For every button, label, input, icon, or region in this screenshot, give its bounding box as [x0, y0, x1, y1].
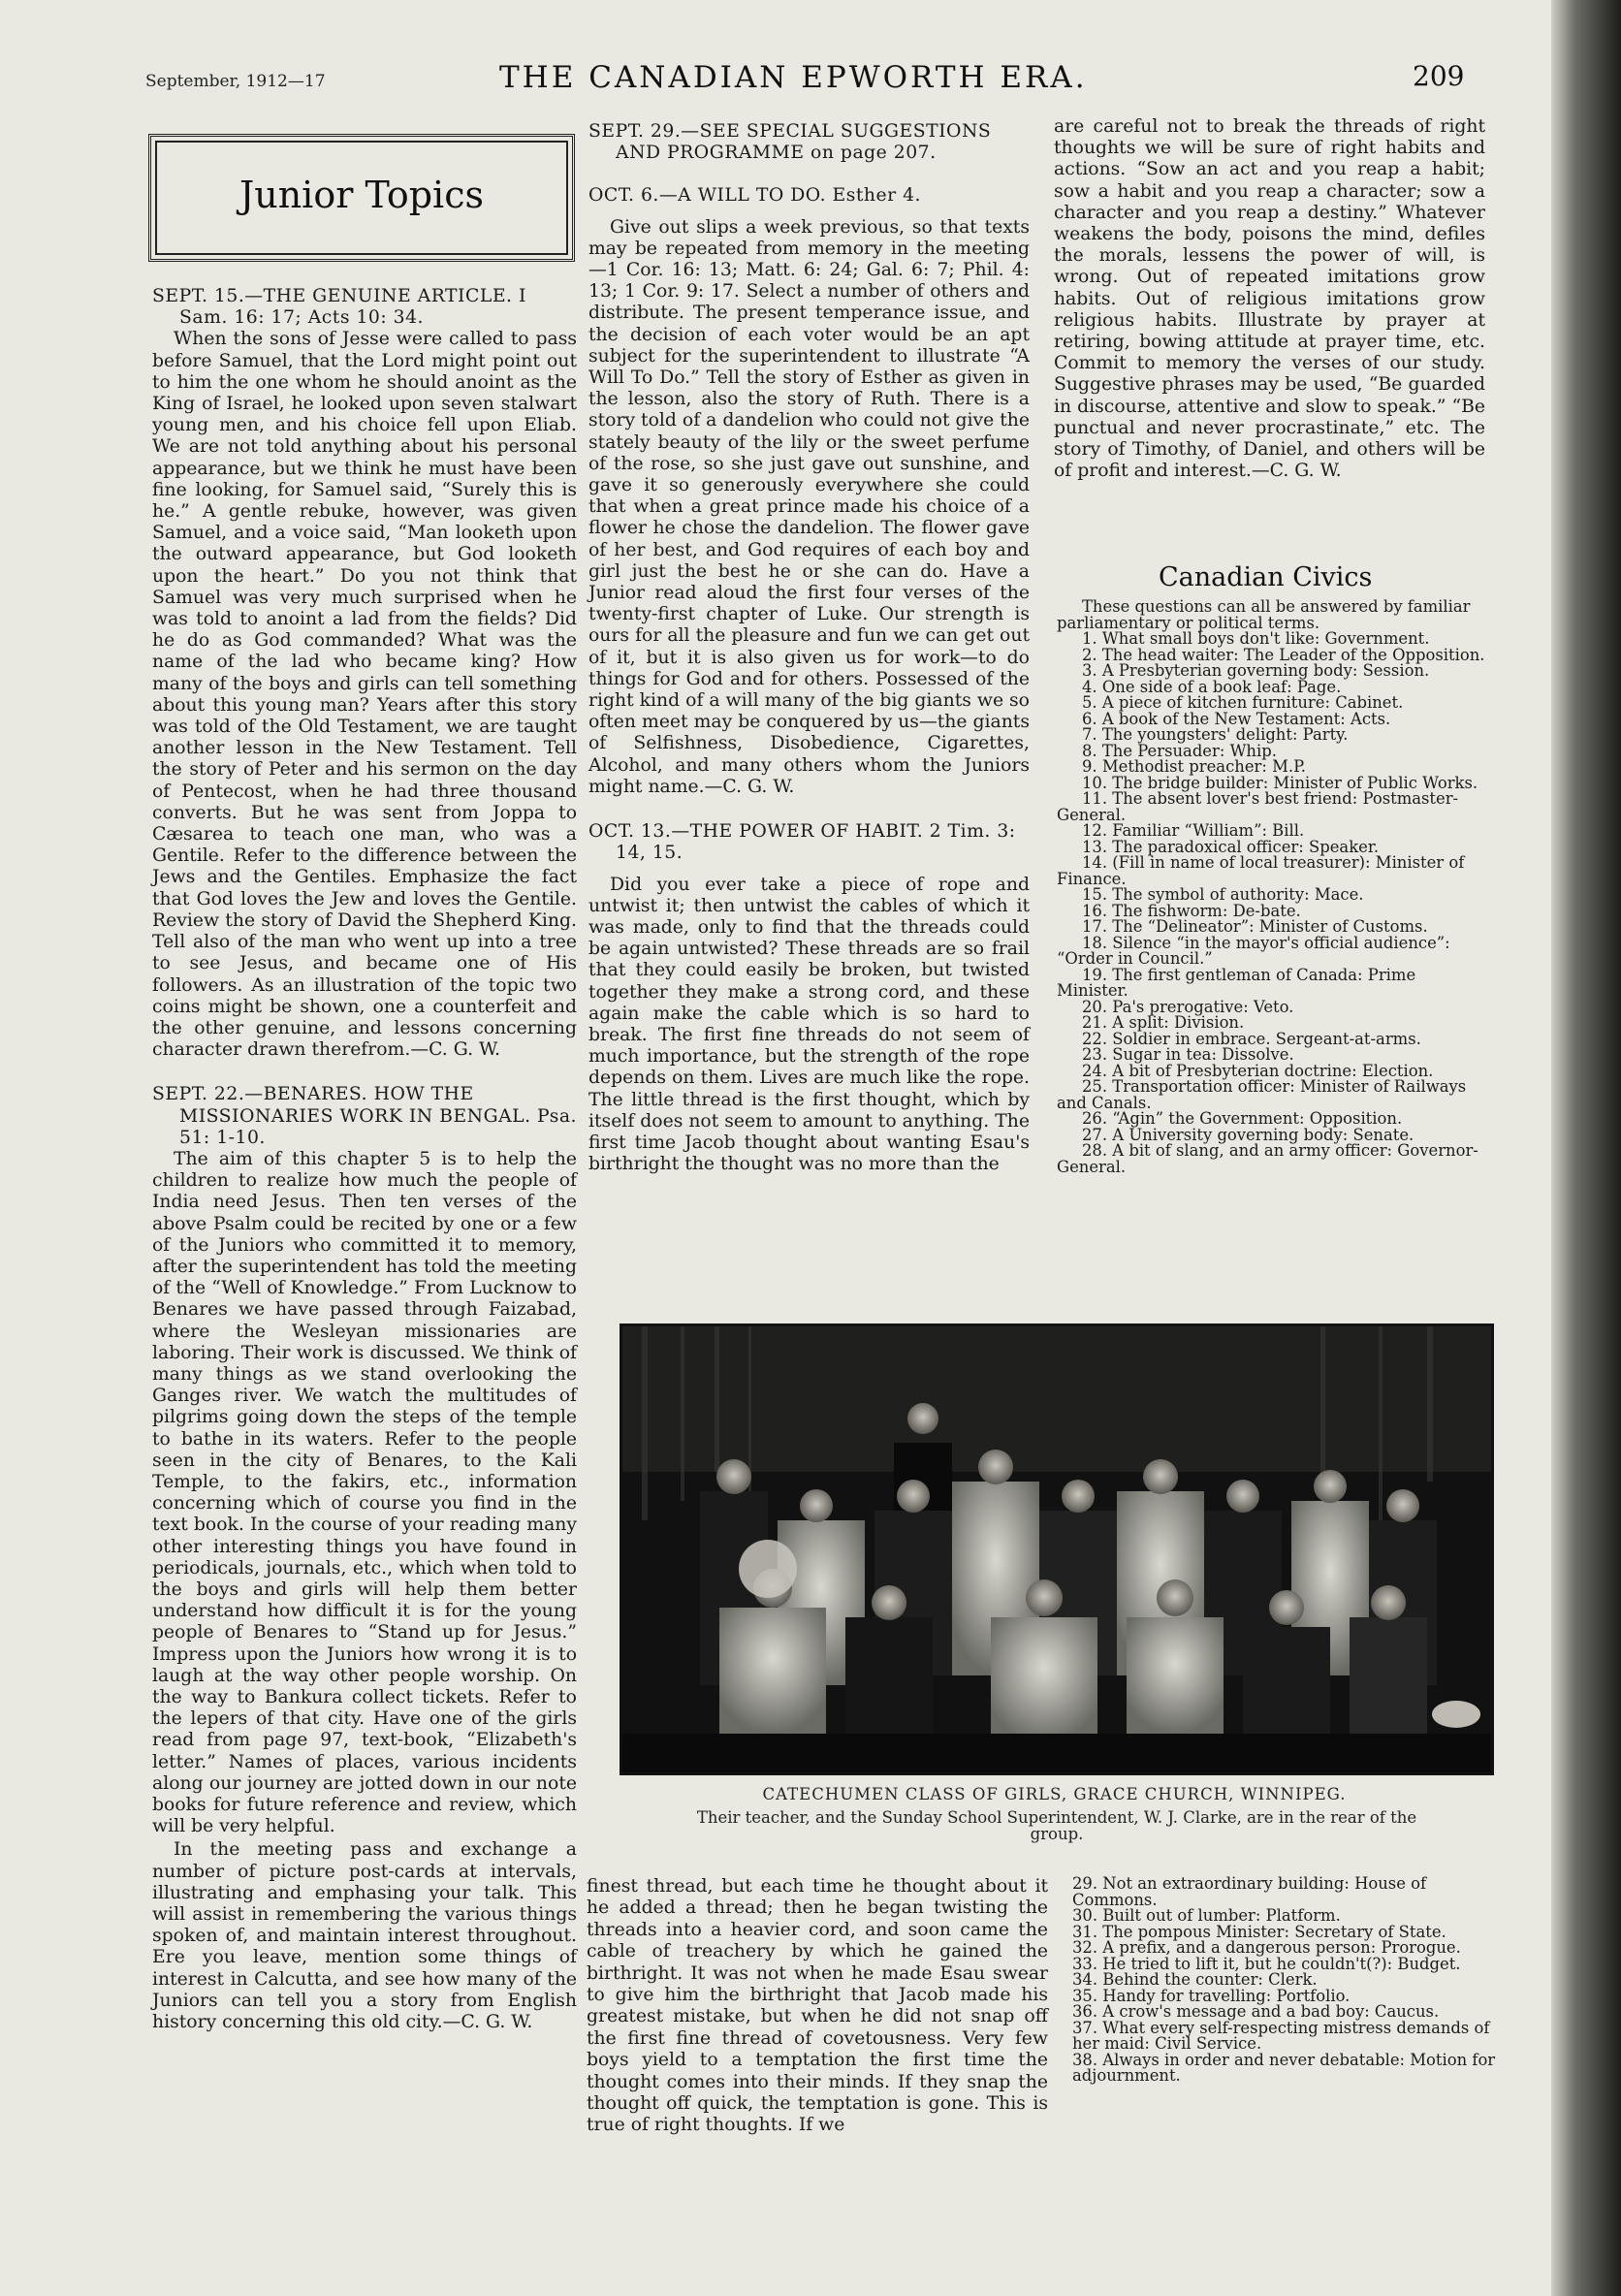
- civics-list-continued: [1072, 1876, 1500, 2085]
- civics-item: 13. The paradoxical officer: Speaker.: [1082, 837, 1380, 856]
- civics-item: 22. Soldier in embrace. Sergeant-at-arms.: [1082, 1029, 1421, 1048]
- civics-item: 35. Handy for travelling: Portfolio.: [1072, 1986, 1351, 2005]
- civics-intro: These questions can all be answered by familiar parliamentary or political terms.: [1057, 597, 1471, 632]
- column-1: [152, 286, 577, 2035]
- civics-item: 2. The head waiter: The Leader of the Opposition.: [1082, 645, 1485, 664]
- civics-item: 4. One side of a book leaf: Page.: [1082, 677, 1342, 696]
- civics-title: Canadian Civics: [1159, 562, 1373, 592]
- civics-item: 24. A bit of Presbyterian doctrine: Election.: [1082, 1061, 1434, 1080]
- article-paragraph: When the sons of Jesse were called to pass before Samuel, that the Lord might point out to him the one whom he should anoint as the King of Israel, he looked upon seven stalwart young men, and his choice fell upon Eliab. We are not told anything about his personal appearance, but we think he must have been fine looking, for Samuel said, “Surely this is he.” A gentle rebuke, however, was given Samuel, and a voice said, “Man looketh upon the outward appearance, but God looketh upon the heart.” Do you not think that Samuel was very much surprised when he was told to anoint a lad from the fields? Did he do as God commanded? What was the name of the lad who became king? How many of the boys and girls can tell something about this young man? Years after this story was told of the Old Testament, we are taught another lesson in the New Testament. Tell the story of Peter and his sermon on the day of Pentecost, when he had three thousand converts. But he was sent from Joppa to Cæsarea to teach one man, who was a Gentile. Refer to the difference between the Jews and the Gentiles. Emphasize the fact that God loves the Jew and loves the Gentile. Review the story of David the Shepherd King. Tell also of the man who went up into a tree to see Jesus, and became one of His followers. As an illustration of the topic two coins might be shown, one a counterfeit and the other genuine, and lessons concerning character drawn therefrom.—C. G. W.: [152, 329, 577, 1061]
- article-paragraph: finest thread, but each time he thought about it he added a thread; then he began twisting the threads into a heavier cord, and soon came the cable of treachery by which he gained the birthright. It was not when he made Esau swear to give him the birthright that Jacob made his greatest mistake, but when he did not snap off the first fine thread of covetousness. Very few boys yield to a temptation the first time the thought comes into their minds. If they snap the thought off quick, the temptation is gone. This is true of right thoughts. If we: [587, 1876, 1048, 2136]
- junior-topics-box: [148, 134, 575, 262]
- civics-item: 36. A crow's message and a bad boy: Caucus.: [1072, 2002, 1440, 2021]
- civics-item: 9. Methodist preacher: M.P.: [1082, 757, 1306, 776]
- civics-item: 38. Always in order and never debatable: Motion for adjournment.: [1072, 2050, 1496, 2085]
- civics-item: 25. Transportation officer: Minister of Railways and Canals.: [1057, 1077, 1467, 1112]
- civics-item: 14. (Fill in name of local treasurer): Minister of Finance.: [1057, 853, 1465, 888]
- civics-item: 17. The “Delineator”: Minister of Customs.: [1082, 917, 1428, 936]
- group-photo: [620, 1323, 1494, 1775]
- civics-item: 7. The youngsters' delight: Party.: [1082, 725, 1349, 744]
- civics-item: 10. The bridge builder: Minister of Public Works.: [1082, 773, 1478, 792]
- civics-item: 30. Built out of lumber: Platform.: [1072, 1906, 1341, 1925]
- civics-item: 29. Not an extraordinary building: House of Commons.: [1072, 1874, 1427, 1909]
- civics-item: 19. The first gentleman of Canada: Prime Minister.: [1057, 965, 1416, 1000]
- civics-item: 28. A bit of slang, and an army officer: Governor-General.: [1057, 1141, 1478, 1176]
- column-3: [1054, 116, 1485, 484]
- photo-subcaption: Their teacher, and the Sunday School Superintendent, W. J. Clarke, are in the rear of the group.: [696, 1808, 1417, 1843]
- issue-date: September, 1912—17: [145, 72, 326, 91]
- section-title: Junior Topics: [239, 174, 484, 216]
- civics-item: 27. A University governing body: Senate.: [1082, 1125, 1414, 1144]
- topic-heading: SEPT. 15.—THE GENUINE ARTICLE. I Sam. 16: 17; Acts 10: 34.: [152, 286, 526, 329]
- topic-heading: OCT. 13.—THE POWER OF HABIT. 2 Tim. 3: 14, 15.: [588, 821, 1016, 864]
- civics-item: 5. A piece of kitchen furniture: Cabinet.: [1082, 693, 1404, 712]
- civics-item: 16. The fishworm: De-bate.: [1082, 901, 1301, 920]
- group-photo-image: [622, 1326, 1491, 1772]
- civics-item: 1. What small boys don't like: Government.: [1082, 629, 1430, 648]
- magazine-title: THE CANADIAN EPWORTH ERA.: [499, 60, 1088, 95]
- civics-item: 20. Pa's prerogative: Veto.: [1082, 997, 1294, 1016]
- running-head: [0, 60, 1551, 99]
- civics-item: 11. The absent lover's best friend: Postmaster-General.: [1057, 789, 1459, 824]
- civics-item: 8. The Persuader: Whip.: [1082, 741, 1277, 760]
- column-2-continued: [587, 1876, 1048, 2139]
- civics-item: 6. A book of the New Testament: Acts.: [1082, 709, 1391, 728]
- article-paragraph: are careful not to break the threads of right thoughts we will be sure of right habits and actions. “Sow an act and you reap a habit; sow a habit and you reap a character; sow a character and you reap a destiny.” Whatever weakens the body, poisons the mind, defiles the morals, lessens the power of will, is wrong. Out of repeated imitations grow habits. Out of religious imitations grow religious habits. Illustrate by prayer at retiring, bowing attitude at prayer time, etc. Commit to memory the verses of our study. Suggestive phrases may be used, “Be guarded in discourse, attentive and slow to speak.” “Be punctual and never procrastinate,” etc. The story of Timothy, of Daniel, and others will be of profit and interest.—C. G. W.: [1054, 116, 1485, 482]
- article-paragraph: Give out slips a week previous, so that texts may be repeated from memory in the meeting—1 Cor. 16: 13; Matt. 6: 24; Gal. 6: 7; Phil. 4: 13; 1 Cor. 9: 17. Select a number of others and distribute. The present temperance issue, and the decision of each voter would be an apt subject for the superintendent to illustrate “A Will To Do.” Tell the story of Esther as given in the lesson, also the story of Ruth. There is a story told of a dandelion who could not give the stately beauty of the lily or the sweet perfume of the rose, so she just gave out sunshine, and gave it so generously everywhere she could that when a great prince made his choice of a flower he chose the dandelion. The flower gave of her best, and God requires of each boy and girl just the best he or she can do. Have a Junior read aloud the first four verses of the twenty-first chapter of Luke. Our strength is ours for all the pleasure and fun we can get out of it, but it is also given us for work—to do things for God and for others. Possessed of the right kind of a will many of the big giants we so often meet may be conquered by us—the giants of Selfishness, Disobedience, Cigarettes, Alcohol, and many others whom the Juniors might name.—C. G. W.: [588, 216, 1030, 797]
- civics-item: 21. A split: Division.: [1082, 1013, 1245, 1032]
- column-2: [588, 121, 1030, 1177]
- photo-caption: CATECHUMEN CLASS OF GIRLS, GRACE CHURCH, WINNIPEG.: [762, 1785, 1347, 1803]
- book-spine: [1551, 0, 1621, 2296]
- civics-item: 33. He tried to lift it, but he couldn't(?): Budget.: [1072, 1954, 1461, 1973]
- page-number: 209: [1413, 60, 1465, 92]
- civics-item: 12. Familiar “William”: Bill.: [1082, 821, 1305, 840]
- topic-heading: SEPT. 22.—BENARES. HOW THE MISSIONARIES WORK IN BENGAL. Psa. 51: 1-10.: [152, 1084, 577, 1148]
- civics-item: 31. The pompous Minister: Secretary of State.: [1072, 1922, 1446, 1941]
- civics-item: 37. What every self-respecting mistress demands of her maid: Civil Service.: [1072, 2018, 1490, 2053]
- civics-item: 26. “Agin” the Government: Opposition.: [1082, 1109, 1403, 1128]
- article-paragraph: The aim of this chapter 5 is to help the children to realize how much the people of India need Jesus. Then ten verses of the above Psalm could be recited by one or a few of the Juniors who committed it to memory, after the superintendent has told the meeting of the “Well of Knowledge.” From Lucknow to Benares we have passed through Faizabad, where the Wesleyan missionaries are laboring. Their work is discussed. We think of many things as we stand overlooking the Ganges river. We watch the multitudes of pilgrims going down the steps of the temple to bathe in its waters. Refer to the people seen in the city of Benares, to the Kali Temple, to the fakirs, etc., information concerning which of course you find in the text book. In the course of your reading many other interesting things you have found in periodicals, journals, etc., which when told to the boys and girls will help them better understand how difficult it is for the young people of Benares to “Stand up for Jesus.” Impress upon the Juniors how wrong it is to laugh at the way other people worship. On the way to Bankura collect tickets. Refer to the lepers of that city. Have one of the girls read from page 97, text-book, “Elizabeth's letter.” Names of places, various incidents along our journey are jotted down in our note books for future reference and review, which will be very helpful.: [152, 1148, 577, 1837]
- civics-list: [1057, 599, 1486, 1175]
- civics-item: 3. A Presbyterian governing body: Session.: [1082, 661, 1430, 680]
- civics-item: 15. The symbol of authority: Mace.: [1082, 885, 1364, 904]
- article-paragraph: Did you ever take a piece of rope and untwist it; then untwist the cables of which it was made, only to find that the threads could be again untwisted? These threads are so frail that they could easily be broken, but twisted together they make a strong cord, and these again make the cable which is so hard to break. The first fine threads do not seem of much importance, but the strength of the rope depends on them. Lives are much like the rope. The little thread is the first thought, which by itself does not seem to amount to anything. The first time Jacob thought about wanting Esau's birthright the thought was no more than the: [588, 874, 1030, 1175]
- article-paragraph: In the meeting pass and exchange a number of picture post-cards at intervals, illustrating and emphasing your talk. This will assist in remembering the various things spoken of, and maintain interest throughout. Ere you leave, mention some things of interest in Calcutta, and see how many of the Juniors can tell you a story from English history concerning this old city.—C. G. W.: [152, 1839, 577, 2033]
- civics-item: 23. Sugar in tea: Dissolve.: [1082, 1045, 1294, 1064]
- civics-item: 18. Silence “in the mayor's official audience”: “Order in Council.”: [1057, 933, 1450, 968]
- topic-heading: OCT. 6.—A WILL TO DO. Esther 4.: [588, 185, 922, 207]
- civics-item: 34. Behind the counter: Clerk.: [1072, 1970, 1318, 1989]
- topic-heading: SEPT. 29.—SEE SPECIAL SUGGESTIONS AND PROGRAMME on page 207.: [588, 121, 992, 164]
- civics-item: 32. A prefix, and a dangerous person: Prorogue.: [1072, 1938, 1461, 1957]
